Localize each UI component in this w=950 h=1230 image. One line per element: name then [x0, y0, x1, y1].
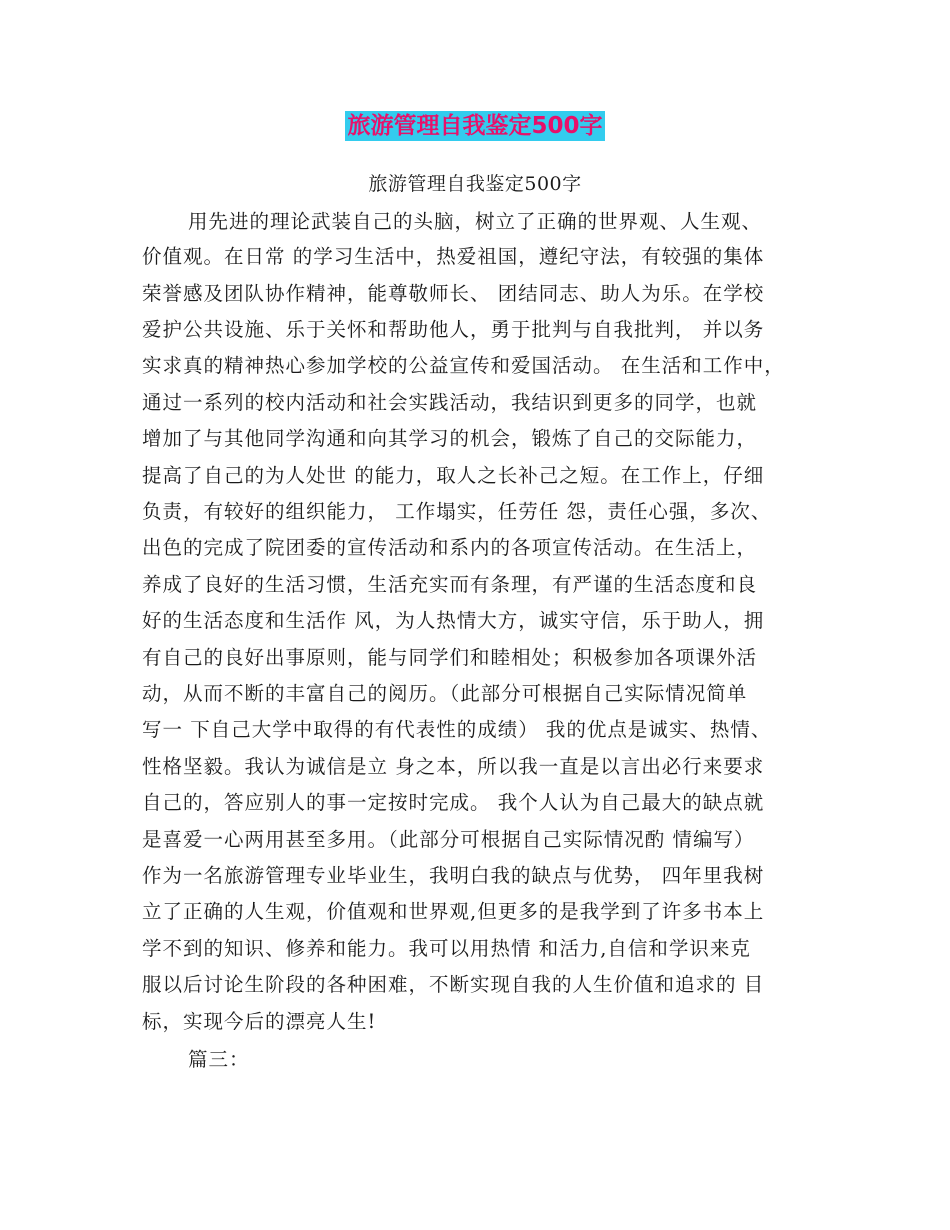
paragraph-line: 用先进的理论武装自己的头脑，树立了正确的世界观、人生观、 [188, 210, 763, 233]
paragraph-line: 养成了良好的生活习惯，生活充实而有条理，有严谨的生活态度和良 [142, 573, 758, 596]
paragraph-line: 爱护公共设施、乐于关怀和帮助他人，勇于批判与自我批判， 并以务 [142, 318, 765, 341]
paragraph-line: 动，从而不断的丰富自己的阅历。（此部分可根据自己实际情况简单 [142, 682, 748, 705]
paragraph-line: 提高了自己的为人处世 的能力，取人之长补己之短。在工作上，仔细 [142, 464, 765, 487]
paragraph-line: 荣誉感及团队协作精神，能尊敬师长、 团结同志、助人为乐。在学校 [142, 282, 765, 305]
paragraph-line: 作为一名旅游管理专业毕业生，我明白我的缺点与优势， 四年里我树 [142, 864, 765, 887]
title-container [0, 111, 950, 141]
paragraph-line: 有自己的良好出事原则，能与同学们和睦相处；积极参加各项课外活 [142, 646, 758, 669]
paragraph-line: 负责，有较好的组织能力， 工作塌实，任劳任 怨，责任心强，多次、 [142, 500, 772, 523]
paragraph-line: 立了正确的人生观，价值观和世界观,但更多的是我学到了许多书本上 [142, 900, 765, 923]
paragraph-line: 服以后讨论生阶段的各种困难，不断实现自我的人生价值和追求的 目 [142, 973, 765, 996]
document-heading: 旅游管理自我鉴定500字 [347, 113, 603, 139]
paragraph-line: 是喜爱一心两用甚至多用。（此部分可根据自己实际情况酌 情编写） [142, 828, 755, 851]
paragraph-line: 写一 下自己大学中取得的有代表性的成绩） 我的优点是诚实、热情、 [142, 718, 772, 741]
section-heading: 篇三： [188, 1048, 250, 1071]
paragraph-line: 学不到的知识、修养和能力。我可以用热情 和活力,自信和学识来克 [142, 937, 751, 960]
paragraph-line: 标，实现今后的漂亮人生! [142, 1010, 377, 1033]
paragraph-line: 出色的完成了院团委的宣传活动和系内的各项宣传活动。在生活上， [142, 536, 758, 559]
paragraph-line: 增加了与其他同学沟通和向其学习的机会，锻炼了自己的交际能力， [142, 427, 758, 450]
paragraph-line: 好的生活态度和生活作 风，为人热情大方，诚实守信，乐于助人，拥 [142, 609, 765, 632]
paragraph-line: 实求真的精神热心参加学校的公益宣传和爱国活动。 在生活和工作中， [142, 354, 785, 377]
paragraph-line: 自己的，答应别人的事一定按时完成。 我个人认为自己最大的缺点就 [142, 791, 765, 814]
paragraph-line: 通过一系列的校内活动和社会实践活动，我结识到更多的同学，也就 [142, 391, 758, 414]
paragraph-line: 价值观。在日常 的学习生活中，热爱祖国，遵纪守法，有较强的集体 [142, 245, 765, 268]
document-subtitle: 旅游管理自我鉴定500字 [368, 173, 582, 195]
paragraph-line: 性格坚毅。我认为诚信是立 身之本，所以我一直是以言出必行来要求 [142, 755, 765, 778]
